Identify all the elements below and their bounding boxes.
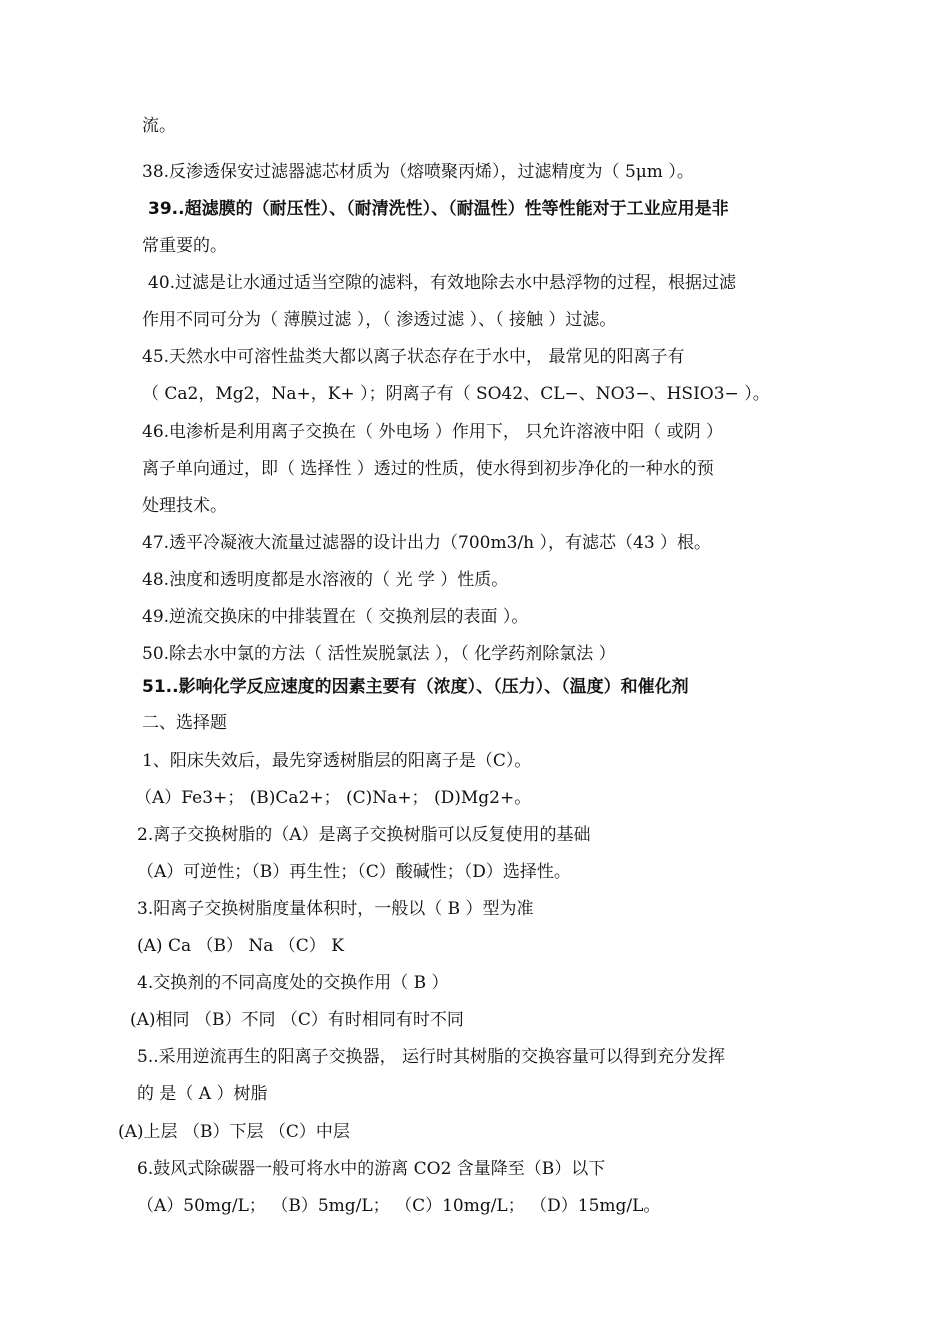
question-39: 39..超滤膜的（耐压性）、（耐清洗性）、（耐温性）性等性能对于工业应用是非 <box>148 199 729 219</box>
question-45: 45.天然水中可溶性盐类大都以离子状态存在于水中， 最常见的阳离子有 <box>142 347 685 367</box>
question-38: 38.反渗透保安过滤器滤芯材质为（熔喷聚丙烯），过滤精度为（ 5μm ）。 <box>142 162 694 182</box>
choice-options: (A) Ca （B） Na （C） K <box>137 936 344 956</box>
question-51: 51..影响化学反应速度的因素主要有（浓度）、（压力）、（温度）和催化剂 <box>142 677 689 697</box>
question-47: 47.透平冷凝液大流量过滤器的设计出力（700m3/h ），有滤芯（43 ）根。 <box>142 533 712 553</box>
choice-question-6: 6.鼓风式除碳器一般可将水中的游离 CO2 含量降至（B）以下 <box>137 1159 606 1179</box>
question-49: 49.逆流交换床的中排装置在（ 交换剂层的表面 ）。 <box>142 607 529 627</box>
choice-question-5: 5..采用逆流再生的阳离子交换器， 运行时其树脂的交换容量可以得到充分发挥 <box>137 1047 726 1067</box>
question-46: 46.电渗析是利用离子交换在（ 外电场 ）作用下， 只允许溶液中阳（ 或阴 ） <box>142 422 724 442</box>
question-48: 48.浊度和透明度都是水溶液的（ 光 学 ）性质。 <box>142 570 509 590</box>
choice-question-4: 4.交换剂的不同高度处的交换作用（ B ） <box>137 973 449 993</box>
text-line: 流。 <box>142 116 176 136</box>
question-50: 50.除去水中氯的方法（ 活性炭脱氯法 ），（ 化学药剂除氯法 ） <box>142 644 616 664</box>
question-40: 40.过滤是让水通过适当空隙的滤料，有效地除去水中悬浮物的过程，根据过滤 <box>148 273 737 293</box>
choice-options: (A)相同 （B）不同 （C）有时相同有时不同 <box>130 1010 464 1030</box>
text-line: （ Ca2，Mg2，Na+，K+ ）；阴离子有（ SO42、CL−、NO3−、HSIO3− ）。 <box>142 384 770 404</box>
choice-question-1: 1、阳床失效后，最先穿透树脂层的阳离子是（C）。 <box>142 751 532 771</box>
text-line: 的 是（ A ）树脂 <box>137 1084 268 1104</box>
text-line: 常重要的。 <box>142 236 227 256</box>
choice-options: （A）50mg/L； （B）5mg/L； （C）10mg/L； （D）15mg/L。 <box>137 1196 661 1216</box>
text-line: 离子单向通过，即（ 选择性 ）透过的性质，使水得到初步净化的一种水的预 <box>142 459 714 479</box>
choice-question-3: 3.阳离子交换树脂度量体积时，一般以（ B ）型为准 <box>137 899 534 919</box>
section-heading: 二、选择题 <box>142 713 227 733</box>
choice-options: （A）可逆性；（B）再生性；（C）酸碱性；（D）选择性。 <box>137 862 571 882</box>
text-line: 处理技术。 <box>142 496 227 516</box>
choice-options: （A）Fe3+； (B)Ca2+； (C)Na+； (D)Mg2+。 <box>135 788 532 808</box>
choice-options: (A)上层 （B）下层 （C）中层 <box>118 1122 350 1142</box>
choice-question-2: 2.离子交换树脂的（A）是离子交换树脂可以反复使用的基础 <box>137 825 591 845</box>
text-line: 作用不同可分为（ 薄膜过滤 ），（ 渗透过滤 ）、（ 接触 ）过滤。 <box>142 310 617 330</box>
